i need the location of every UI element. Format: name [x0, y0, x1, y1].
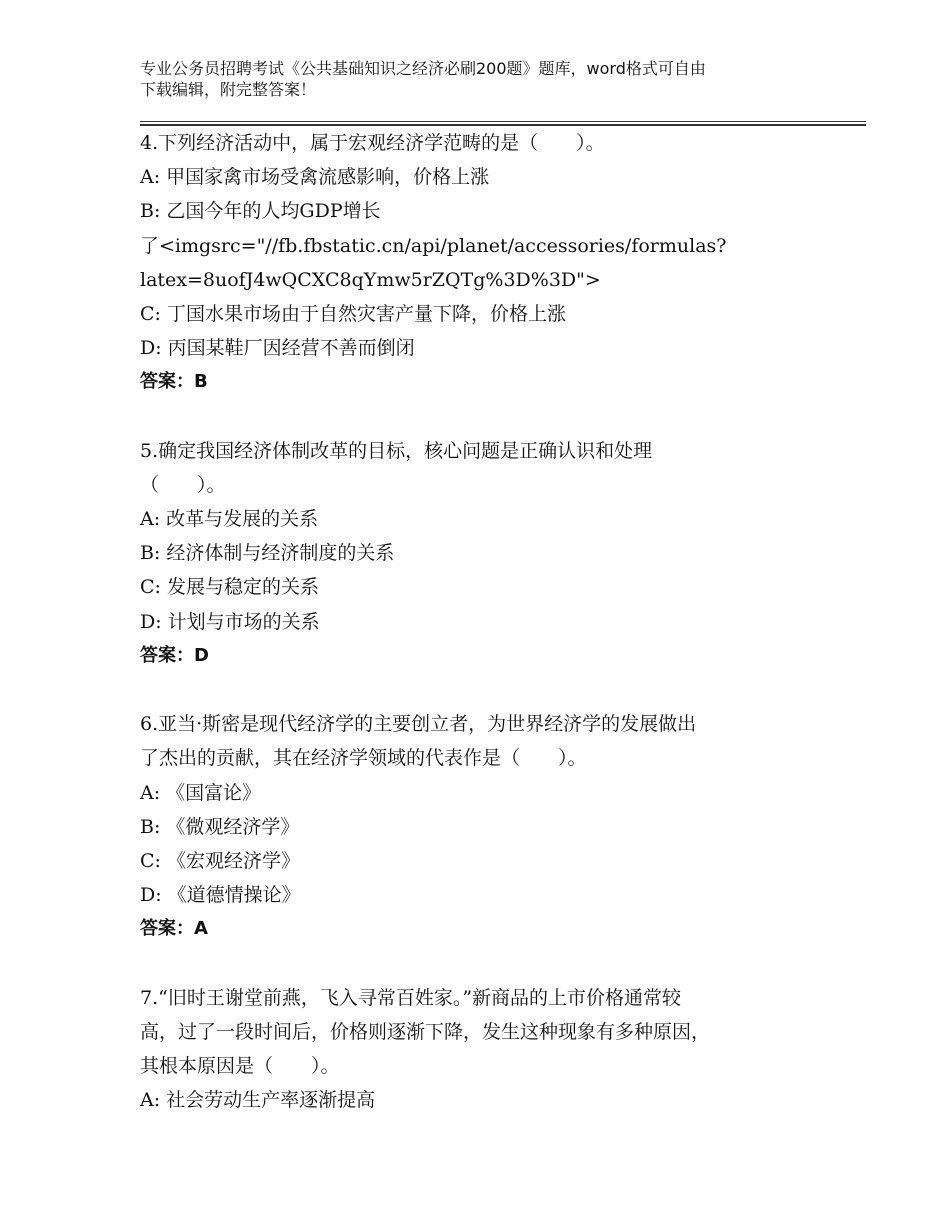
answer-label: 答案：B [140, 371, 208, 393]
spacer [140, 673, 830, 707]
question-stem-continued: 了杰出的贡献，其在经济学领域的代表作是（ ）。 [140, 747, 587, 770]
option-d: D: 《道德情操论》 [140, 884, 301, 907]
question-stem-continued: 高，过了一段时间后，价格则逐渐下降，发生这种现象有多种原因， [140, 1020, 711, 1043]
option-c: C: 《宏观经济学》 [140, 849, 300, 872]
option-d: D: 丙国某鞋厂因经营不善而倒闭 [140, 337, 415, 360]
option-a: A: 甲国家禽市场受禽流感影响，价格上涨 [140, 166, 490, 189]
option-b: B: 乙国今年的人均GDP增长 [140, 200, 381, 223]
question-7 [140, 981, 830, 1118]
question-6 [140, 707, 830, 981]
question-list [140, 126, 830, 1117]
question-stem: 7.“旧时王谢堂前燕，飞入寻常百姓家。”新商品的上市价格通常较 [140, 986, 682, 1009]
spacer [140, 947, 830, 981]
option-b: B: 经济体制与经济制度的关系 [140, 542, 395, 565]
question-4 [140, 126, 830, 434]
option-a: A: 社会劳动生产率逐渐提高 [140, 1089, 376, 1112]
question-stem-continued: 其根本原因是（ ）。 [140, 1055, 340, 1078]
question-5 [140, 434, 830, 708]
option-c: C: 发展与稳定的关系 [140, 576, 319, 599]
question-stem: 5.确定我国经济体制改革的目标，核心问题是正确认识和处理 [140, 439, 653, 462]
option-a: A: 改革与发展的关系 [140, 508, 319, 531]
header-divider [140, 121, 866, 122]
option-b: B: 《微观经济学》 [140, 815, 300, 838]
option-a: A: 《国富论》 [140, 781, 262, 804]
answer-label: 答案：A [140, 918, 208, 940]
question-stem-continued: （ ）。 [140, 473, 226, 496]
option-b-continued: latex=8uofJ4wQCXC8qYmw5rZQTg%3D%3D"> [140, 268, 601, 291]
document-header [140, 58, 820, 100]
option-b-continued: 了<imgsrc="//fb.fbstatic.cn/api/planet/accessories/formulas? [140, 234, 727, 257]
option-d: D: 计划与市场的关系 [140, 610, 320, 633]
question-stem: 6.亚当·斯密是现代经济学的主要创立者，为世界经济学的发展做出 [140, 713, 697, 736]
answer-label: 答案：D [140, 644, 209, 666]
header-line-1: 专业公务员招聘考试《公共基础知识之经济必刷200题》题库，word格式可自由 [140, 59, 706, 78]
header-line-2: 下载编辑，附完整答案！ [140, 80, 317, 99]
question-stem: 4.下列经济活动中，属于宏观经济学范畴的是（ ）。 [140, 132, 605, 154]
option-c: C: 丁国水果市场由于自然灾害产量下降，价格上涨 [140, 302, 566, 325]
spacer [140, 400, 830, 434]
